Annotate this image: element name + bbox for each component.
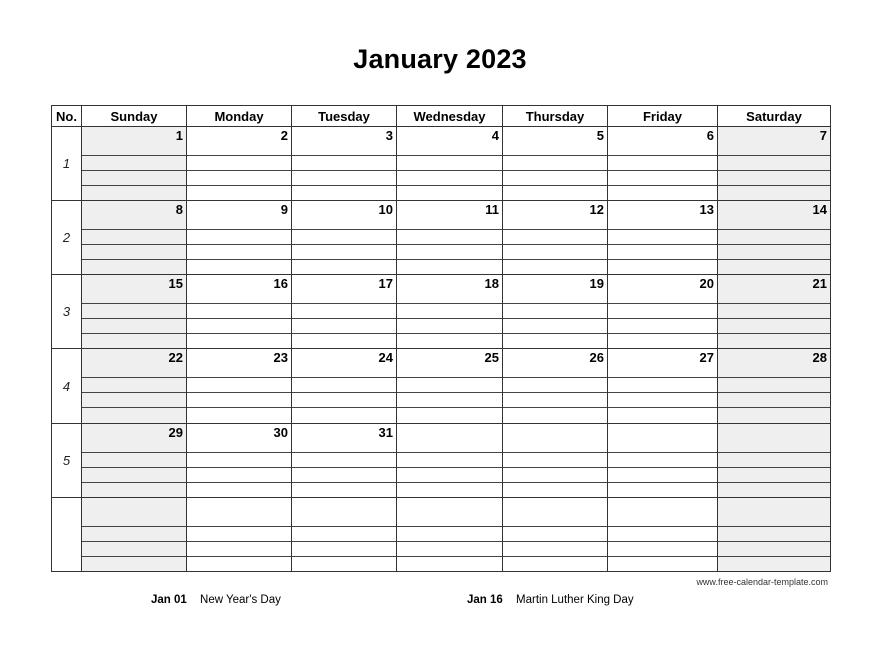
note-line [503, 452, 607, 453]
note-line [187, 229, 291, 230]
day-cell[interactable] [397, 201, 503, 275]
note-line [397, 377, 502, 378]
note-line [718, 407, 830, 408]
note-line [292, 407, 396, 408]
note-line [292, 392, 396, 393]
note-line [718, 333, 830, 334]
day-cell[interactable] [608, 497, 718, 571]
day-cell[interactable] [187, 127, 292, 201]
note-line [608, 229, 717, 230]
day-number: 27 [699, 350, 714, 366]
day-number: 5 [596, 128, 604, 143]
note-line [718, 259, 830, 260]
day-number: 3 [385, 128, 393, 143]
note-line [608, 303, 717, 304]
note-line [503, 155, 607, 156]
day-number: 13 [699, 202, 714, 218]
day-cell[interactable] [718, 201, 831, 275]
note-line [397, 452, 502, 453]
note-line [187, 526, 291, 527]
note-line [503, 318, 607, 319]
note-line [292, 541, 396, 542]
note-line [187, 467, 291, 468]
note-line [82, 482, 186, 483]
note-line [292, 318, 396, 319]
day-cell[interactable] [187, 349, 292, 423]
day-number: 28 [812, 350, 827, 366]
note-line [718, 392, 830, 393]
note-line [82, 467, 186, 468]
week-number: 1 [52, 127, 82, 201]
note-line [82, 155, 186, 156]
note-line [82, 377, 186, 378]
week-row [52, 423, 831, 497]
note-line [292, 170, 396, 171]
day-number: 2 [280, 128, 288, 143]
day-cell[interactable] [718, 423, 831, 497]
note-line [718, 556, 830, 557]
day-number: 6 [706, 128, 714, 143]
note-line [718, 377, 830, 378]
day-cell[interactable] [82, 275, 187, 349]
day-cell[interactable] [503, 497, 608, 571]
note-line [82, 318, 186, 319]
note-line [397, 303, 502, 304]
day-number: 12 [589, 202, 604, 218]
day-cell[interactable] [292, 349, 397, 423]
note-line [608, 392, 717, 393]
note-line [608, 333, 717, 334]
note-line [82, 556, 186, 557]
note-line [397, 526, 502, 527]
note-line [718, 303, 830, 304]
note-line [82, 244, 186, 245]
note-line [718, 541, 830, 542]
note-line [187, 170, 291, 171]
week-number: 5 [52, 423, 82, 497]
calendar-grid [51, 105, 831, 572]
note-line [608, 556, 717, 557]
day-number: 25 [484, 350, 499, 366]
note-line [292, 526, 396, 527]
day-cell[interactable] [292, 127, 397, 201]
note-line [397, 556, 502, 557]
day-number: 21 [812, 276, 827, 292]
day-number: 17 [378, 276, 393, 292]
weekday-header-row [52, 106, 831, 127]
note-line [187, 318, 291, 319]
day-number: 26 [589, 350, 604, 366]
note-line [397, 259, 502, 260]
note-line [82, 407, 186, 408]
note-line [292, 556, 396, 557]
note-line [503, 303, 607, 304]
note-line [397, 244, 502, 245]
note-line [397, 229, 502, 230]
header-monday: Monday [187, 106, 292, 127]
note-line [397, 185, 502, 186]
note-line [292, 229, 396, 230]
note-line [187, 556, 291, 557]
note-line [292, 155, 396, 156]
note-line [718, 526, 830, 527]
day-cell[interactable] [503, 275, 608, 349]
note-line [608, 155, 717, 156]
note-line [503, 392, 607, 393]
day-cell[interactable] [397, 349, 503, 423]
note-line [608, 377, 717, 378]
day-number: 1 [175, 128, 183, 143]
day-cell[interactable] [608, 275, 718, 349]
day-cell[interactable] [718, 275, 831, 349]
holiday-date: Jan 16 [467, 594, 503, 606]
note-line [292, 259, 396, 260]
day-cell[interactable] [503, 423, 608, 497]
day-cell[interactable] [608, 349, 718, 423]
holiday-name: New Year's Day [200, 594, 281, 606]
day-cell[interactable] [82, 127, 187, 201]
note-line [82, 185, 186, 186]
week-row [52, 349, 831, 423]
day-cell[interactable] [187, 201, 292, 275]
day-number: 11 [485, 202, 499, 218]
note-line [503, 229, 607, 230]
day-cell[interactable] [608, 201, 718, 275]
day-cell[interactable] [187, 497, 292, 571]
day-number: 20 [699, 276, 714, 292]
note-line [608, 482, 717, 483]
note-line [397, 541, 502, 542]
note-line [718, 229, 830, 230]
note-line [503, 259, 607, 260]
note-line [718, 244, 830, 245]
day-number: 16 [273, 276, 288, 292]
day-number: 29 [168, 424, 183, 440]
week-number: 4 [52, 349, 82, 423]
website-credit[interactable]: www.free-calendar-template.com [696, 577, 828, 587]
week-number: 2 [52, 201, 82, 275]
note-line [718, 155, 830, 156]
note-line [292, 482, 396, 483]
day-cell[interactable] [82, 423, 187, 497]
note-line [718, 452, 830, 453]
day-number: 18 [484, 276, 499, 292]
day-cell[interactable] [608, 423, 718, 497]
day-number: 19 [589, 276, 604, 292]
note-line [397, 333, 502, 334]
note-line [292, 467, 396, 468]
note-line [187, 259, 291, 260]
note-line [82, 333, 186, 334]
note-line [187, 303, 291, 304]
note-line [82, 303, 186, 304]
day-cell[interactable] [397, 275, 503, 349]
day-number: 23 [273, 350, 288, 366]
day-cell[interactable] [292, 497, 397, 571]
week-row [52, 127, 831, 201]
note-line [82, 170, 186, 171]
holiday-name: Martin Luther King Day [516, 594, 634, 606]
day-cell[interactable] [718, 349, 831, 423]
note-line [82, 259, 186, 260]
note-line [397, 170, 502, 171]
header-saturday: Saturday [718, 106, 831, 127]
note-line [187, 377, 291, 378]
note-line [397, 318, 502, 319]
note-line [397, 467, 502, 468]
day-cell[interactable] [503, 201, 608, 275]
note-line [503, 482, 607, 483]
note-line [187, 452, 291, 453]
note-line [187, 541, 291, 542]
note-line [608, 185, 717, 186]
note-line [608, 170, 717, 171]
note-line [292, 303, 396, 304]
holiday-item [467, 594, 634, 606]
note-line [82, 229, 186, 230]
note-line [718, 467, 830, 468]
note-line [608, 244, 717, 245]
note-line [608, 526, 717, 527]
day-cell[interactable] [82, 201, 187, 275]
note-line [503, 407, 607, 408]
day-number: 22 [168, 350, 183, 366]
day-cell[interactable] [292, 275, 397, 349]
day-number: 15 [168, 276, 183, 292]
note-line [608, 467, 717, 468]
header-thursday: Thursday [503, 106, 608, 127]
note-line [82, 526, 186, 527]
note-line [503, 185, 607, 186]
note-line [187, 244, 291, 245]
header-week-number: No. [52, 106, 82, 127]
note-line [503, 541, 607, 542]
note-line [718, 170, 830, 171]
day-number: 4 [491, 128, 499, 143]
note-line [187, 155, 291, 156]
note-line [292, 452, 396, 453]
note-line [718, 185, 830, 186]
note-line [608, 259, 717, 260]
day-cell[interactable] [187, 423, 292, 497]
header-tuesday: Tuesday [292, 106, 397, 127]
note-line [187, 482, 291, 483]
week-number [52, 497, 82, 571]
note-line [187, 392, 291, 393]
note-line [608, 452, 717, 453]
note-line [82, 541, 186, 542]
day-number: 9 [280, 202, 288, 218]
day-cell[interactable] [718, 497, 831, 571]
note-line [718, 318, 830, 319]
note-line [292, 244, 396, 245]
day-number: 30 [273, 424, 288, 440]
header-sunday: Sunday [82, 106, 187, 127]
note-line [292, 185, 396, 186]
day-number: 7 [819, 128, 827, 143]
day-number: 14 [812, 202, 827, 218]
day-cell[interactable] [397, 423, 503, 497]
week-number: 3 [52, 275, 82, 349]
note-line [608, 541, 717, 542]
day-cell[interactable] [718, 127, 831, 201]
header-wednesday: Wednesday [397, 106, 503, 127]
note-line [503, 377, 607, 378]
note-line [397, 155, 502, 156]
note-line [292, 377, 396, 378]
day-cell[interactable] [608, 127, 718, 201]
day-cell[interactable] [397, 497, 503, 571]
day-cell[interactable] [187, 275, 292, 349]
note-line [608, 318, 717, 319]
day-cell[interactable] [503, 127, 608, 201]
note-line [608, 407, 717, 408]
holiday-item [151, 594, 281, 606]
day-cell[interactable] [82, 349, 187, 423]
note-line [187, 407, 291, 408]
note-line [397, 407, 502, 408]
note-line [503, 556, 607, 557]
note-line [503, 526, 607, 527]
note-line [503, 170, 607, 171]
note-line [718, 482, 830, 483]
day-number: 24 [378, 350, 393, 366]
day-number: 10 [378, 202, 393, 218]
note-line [82, 452, 186, 453]
note-line [292, 333, 396, 334]
note-line [503, 467, 607, 468]
day-cell[interactable] [82, 497, 187, 571]
day-cell[interactable] [397, 127, 503, 201]
week-row [52, 275, 831, 349]
note-line [187, 185, 291, 186]
holiday-date: Jan 01 [151, 594, 187, 606]
note-line [187, 333, 291, 334]
week-row [52, 201, 831, 275]
week-row [52, 497, 831, 571]
note-line [503, 333, 607, 334]
day-number: 8 [175, 202, 183, 218]
calendar-title: January 2023 [353, 44, 527, 74]
day-number: 31 [378, 424, 393, 440]
note-line [82, 392, 186, 393]
note-line [397, 392, 502, 393]
day-cell[interactable] [292, 201, 397, 275]
day-cell[interactable] [292, 423, 397, 497]
day-cell[interactable] [503, 349, 608, 423]
header-friday: Friday [608, 106, 718, 127]
note-line [503, 244, 607, 245]
note-line [397, 482, 502, 483]
